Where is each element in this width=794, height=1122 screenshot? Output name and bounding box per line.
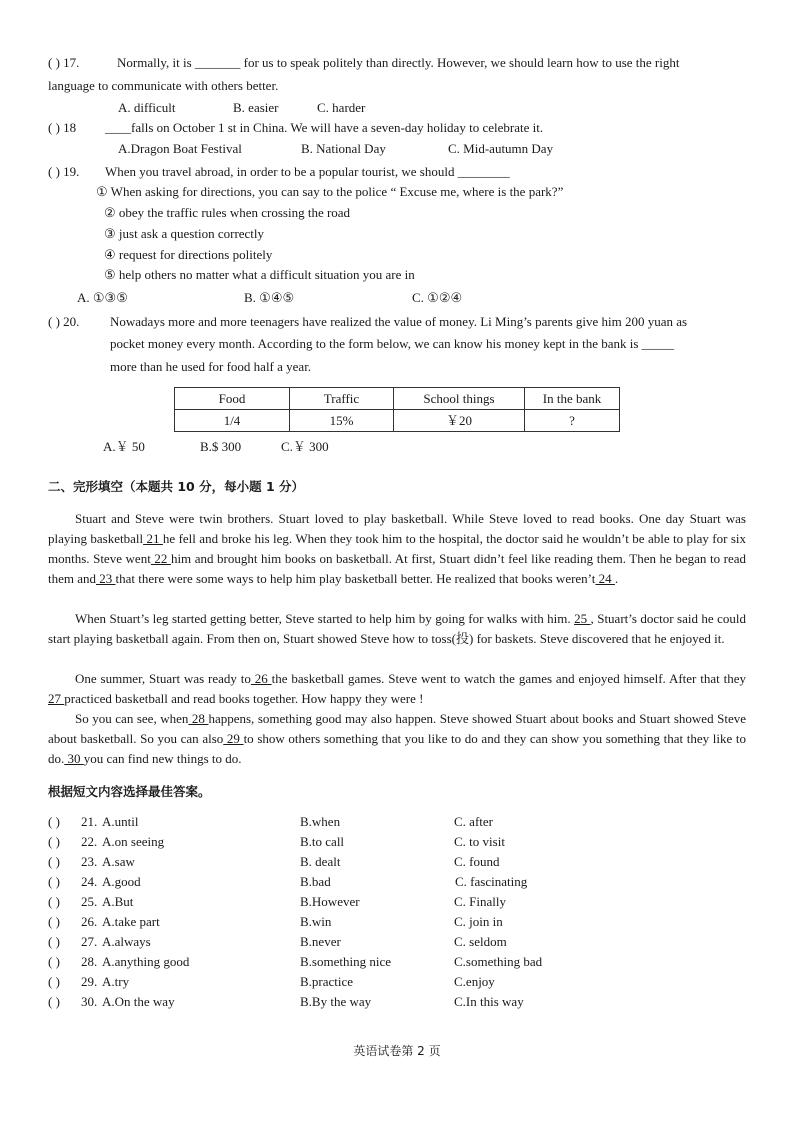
choice-option-b: B.practice [300,974,354,989]
q19-item-4: ④ request for directions politely [104,247,273,262]
choice-paren: ( ) [48,854,60,869]
q19-item-5: ⑤ help others no matter what a difficult situation you are in [104,267,415,282]
choice-option-a: A.until [102,814,139,829]
choice-option-b: B.to call [300,834,345,849]
choice-option-a: A.try [102,974,130,989]
q18-text: ____falls on October 1 st in China. We will have a seven-day holiday to celebrate it. [105,120,544,135]
choice-option-b: B.never [300,934,341,949]
choice-option-a: A.on seeing [102,834,165,849]
q18-paren: ( ) 18 [48,120,77,135]
table-header-cell: Traffic [290,388,394,410]
q17-paren: ( ) 17. [48,55,80,70]
choice-option-c: C. found [454,854,500,869]
choice-option-b: B.something nice [300,954,391,969]
q17-option-c: C. harder [317,100,366,115]
choice-paren: ( ) [48,874,60,889]
blank-24: 24 [595,571,615,587]
q19-item-1: ① When asking for directions, you can say to the police “ Excuse me, where is the park?” [96,184,564,199]
choice-option-b: B.when [300,814,341,829]
blank-21: 21 [143,531,163,547]
instruction: 根据短文内容选择最佳答案。 [48,784,211,799]
choice-option-a: A.always [102,934,151,949]
choice-option-c: C.enjoy [454,974,495,989]
choice-option-a: A.saw [102,854,135,869]
choice-option-c: C. Finally [454,894,507,909]
table-cell: ? [525,410,620,432]
page-footer: 英语试卷第 2 页 [353,1044,441,1058]
blank-26: 26 [250,671,272,686]
q17-option-b: B. easier [233,100,279,115]
blank-28: 28 [188,711,209,726]
choice-paren: ( ) [48,894,60,909]
table-cell: ￥20 [394,410,525,432]
choice-option-b: B. dealt [300,854,341,869]
q17-line2: language to communicate with others better. [48,78,279,93]
choice-option-c: C. after [454,814,493,829]
q20-option-b: B.$ 300 [200,439,242,454]
choice-paren: ( ) [48,954,60,969]
q19-paren: ( ) 19. [48,164,80,179]
q20-option-c: C.￥ 300 [281,439,329,454]
q19-item-3: ③ just ask a question correctly [104,226,265,241]
q18-option-c: C. Mid-autumn Day [448,141,554,156]
blank-27: 27 [48,691,65,707]
table-header-row [175,388,620,410]
choice-number: 27. [81,934,98,949]
choice-option-a: A.take part [102,914,160,929]
choice-paren: ( ) [48,974,60,989]
choice-paren: ( ) [48,834,60,849]
q19-option-a: A. ①③⑤ [77,290,128,305]
choice-number: 22. [81,834,98,849]
q19-text: When you travel abroad, in order to be a popular tourist, we should ________ [105,164,510,179]
q19-option-c: C. ①②④ [412,290,463,305]
choice-paren: ( ) [48,914,60,929]
q20-paren: ( ) 20. [48,314,80,329]
q20-line2: pocket money every month. According to the form below, we can know his money kept in the bank is _____ [110,336,675,351]
choice-number: 28. [81,954,98,969]
choice-option-c: C.something bad [454,954,543,969]
choice-number: 29. [81,974,98,989]
choice-number: 30. [81,994,98,1009]
blank-25: 25 [574,611,591,626]
choice-option-c: C. fascinating [455,874,528,889]
table-cell: 1/4 [175,410,290,432]
choice-option-b: B.By the way [300,994,372,1009]
table-header-cell: In the bank [525,388,620,410]
table-header-cell: School things [394,388,525,410]
choice-option-b: B.win [300,914,332,929]
choice-number: 24. [81,874,98,889]
table-row [175,410,620,432]
choice-paren: ( ) [48,934,60,949]
choice-option-a: A.On the way [102,994,175,1009]
table-cell: 15% [290,410,394,432]
q18-option-a: A.Dragon Boat Festival [118,141,242,156]
passage-paragraph-1: Stuart and Steve were twin brothers. Stuart loved to play basketball. While Steve loved to read books. One day Stuart was playing basketball 21 he fell and broke his leg. When they took him to the hospital, the doctor said he wouldn’t be able to play for six months. Steve went 22 him and brought him books on basketball. At first, Stuart didn’t feel like reading them. Then he began to read them and 23 that there were some ways to help him play basketball better. He realized that books weren’t 24 . [48,511,747,587]
money-table [174,387,620,432]
choice-option-a: A.anything good [102,954,190,969]
choice-option-b: B.However [300,894,360,909]
choice-number: 26. [81,914,98,929]
choice-option-b: B.bad [300,874,331,889]
choice-option-c: C. to visit [454,834,505,849]
q18-option-b: B. National Day [301,141,386,156]
q19-item-2: ② obey the traffic rules when crossing the road [104,205,351,220]
section-title: 二、完形填空（本题共 10 分，每小题 1 分） [48,479,305,494]
table-header-cell: Food [175,388,290,410]
q17-line1: Normally, it is _______ for us to speak politely than directly. However, we should learn how to use the right [117,55,680,70]
blank-29: 29 [223,731,244,747]
passage-paragraph-2: When Stuart’s leg started getting better, Steve started to help him by going for walks with him. 25 , Stuart’s doctor said he could start playing basketball again. From then on, Stuart showed Steve how to toss(投) for baskets. Steve discovered that he enjoyed it. [48,611,746,647]
choice-paren: ( ) [48,994,60,1009]
choice-paren: ( ) [48,814,60,829]
q19-option-b: B. ①④⑤ [244,290,295,305]
blank-22: 22 [150,551,171,567]
blank-30: 30 [64,751,84,767]
q20-line1: Nowadays more and more teenagers have realized the value of money. Li Ming’s parents give him 200 yuan as [110,314,688,329]
choice-option-a: A.But [102,894,134,909]
choice-option-c: C.In this way [454,994,524,1009]
blank-23: 23 [96,571,116,587]
q17-option-a: A. difficult [118,100,176,115]
choice-option-c: C. join in [454,914,503,929]
q20-line3: more than he used for food half a year. [110,359,312,374]
choice-number: 25. [81,894,98,909]
choice-number: 23. [81,854,98,869]
q20-option-a: A.￥ 50 [103,439,145,454]
choice-option-a: A.good [102,874,141,889]
choice-number: 21. [81,814,98,829]
choice-option-c: C. seldom [454,934,507,949]
passage-paragraph-3: One summer, Stuart was ready to 26 the basketball games. Steve went to watch the games and enjoyed himself. After that they 27 practiced basketball and read books together. How happy they were ! [48,671,746,707]
passage-paragraph-4: So you can see, when 28 happens, something good may also happen. Steve showed Stuart about books and Stuart showed Steve about basketball. So you can also 29 to show others something that you like to do and they can show you something that they like to do. 30 you can find new things to do. [48,711,746,767]
